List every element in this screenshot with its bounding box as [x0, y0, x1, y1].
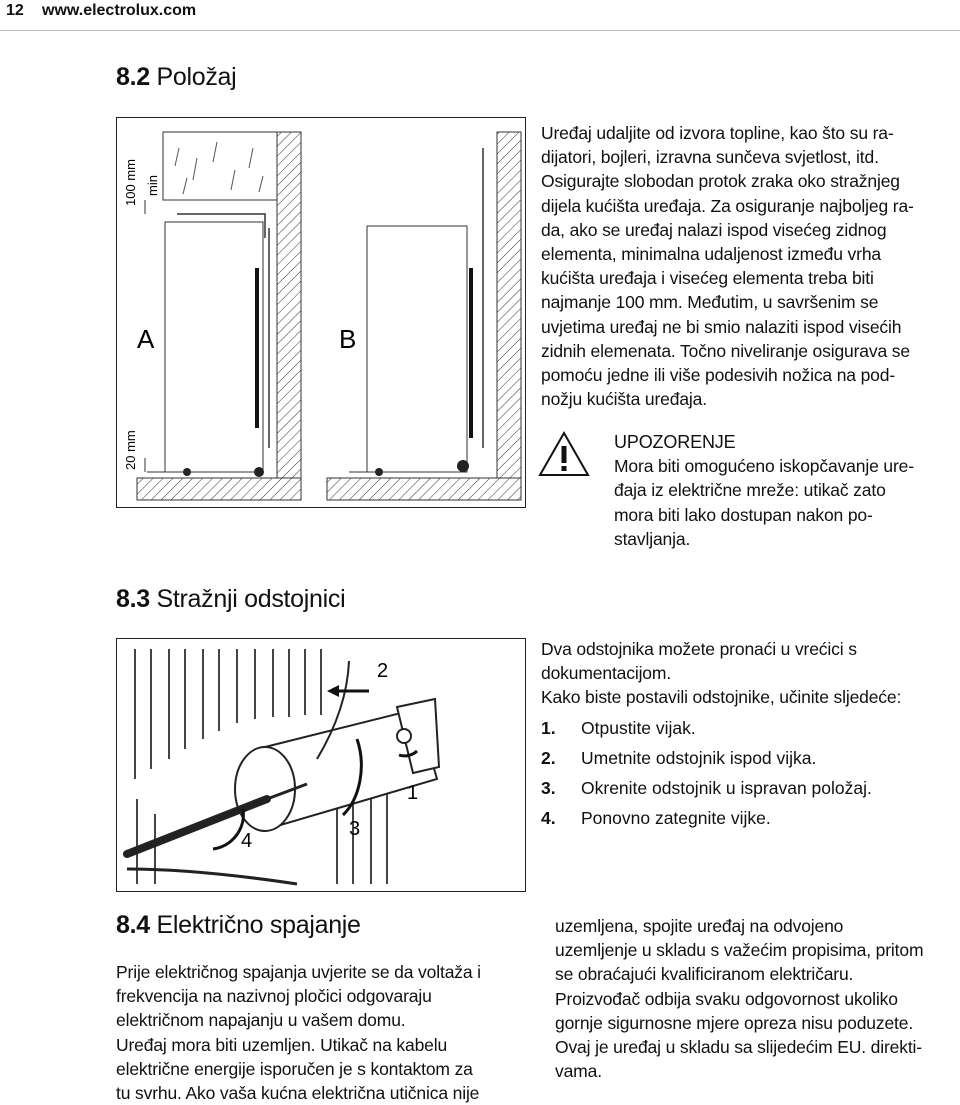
- step-item: [541, 713, 951, 743]
- text-line: dijela kućišta uređaja. Za osiguranje najboljeg ra-: [541, 195, 914, 216]
- warning-line: stavljanja.: [614, 528, 691, 549]
- section-number: 8.2: [116, 63, 150, 91]
- section-8-3-title: [116, 585, 345, 614]
- warning-title: UPOZORENJE: [614, 432, 736, 452]
- step-text: Umetnite odstojnik ispod vijka.: [581, 748, 817, 768]
- callout-1: 1: [407, 782, 419, 804]
- section-title-text: Stražnji odstojnici: [156, 585, 346, 613]
- text-line: dokumentacijom.: [541, 663, 672, 684]
- text-line: uzemljena, spojite uređaj na odvojeno: [555, 916, 844, 936]
- text-line: zidnih elemenata. Točno niveliranje osigurava se: [541, 340, 910, 361]
- text-line: dijatori, bojleri, izravna sunčeva svjetlost, itd.: [541, 147, 879, 168]
- warning-block: [614, 430, 954, 551]
- section-number: 8.4: [116, 911, 150, 939]
- wall-b: [497, 132, 521, 478]
- step-item: [541, 743, 951, 773]
- text-line: gornje sigurnosne mjere opreza nisu poduzete.: [555, 1012, 914, 1033]
- step-number: 3.: [541, 778, 556, 798]
- spacer-steps: [541, 713, 951, 833]
- text-line: Proizvođač odbija svaku odgovornost ukoliko: [555, 988, 898, 1009]
- electrical-col1: [116, 960, 526, 1105]
- placement-diagram: [117, 118, 525, 507]
- text-line: Ovaj je uređaj u skladu sa slijedećim EU. direkti-: [555, 1037, 922, 1058]
- text-line: električnom napajanju u vašem domu.: [116, 1010, 406, 1031]
- text-line: Prije električnog spajanja uvjerite se da voltaža i: [116, 962, 481, 982]
- warning-icon: [538, 430, 590, 478]
- text-line: kućišta uređaja i visećeg elementa treba biti: [541, 268, 874, 289]
- step-item: [541, 773, 951, 803]
- label-a: A: [137, 324, 155, 354]
- warning-line: đaja iz električne mreže: utikač zato: [614, 480, 886, 501]
- step-number: 2.: [541, 748, 556, 768]
- callout-3: 3: [349, 818, 361, 840]
- spacer-figure: [116, 638, 526, 892]
- section-number: 8.3: [116, 585, 150, 613]
- text-line: uvjetima uređaj ne bi smio nalaziti ispod visećih: [541, 316, 902, 337]
- floor-a: [137, 478, 301, 500]
- text-line: pomoću jedne ili više podesivih nožica na pod-: [541, 365, 896, 386]
- fridge-a: [165, 222, 263, 472]
- section-title-text: Električno spajanje: [156, 911, 361, 939]
- text-line: Uređaj udaljite od izvora topline, kao što su ra-: [541, 123, 894, 143]
- step-item: [541, 803, 951, 833]
- wall-a: [277, 132, 301, 478]
- dim-top-min-label: min: [145, 175, 160, 196]
- step-number: 4.: [541, 808, 556, 828]
- warning-line: Mora biti omogućeno iskopčavanje ure-: [614, 456, 914, 477]
- text-line: električne energije isporučen je s kontaktom za: [116, 1058, 473, 1079]
- dim-bottom-label: 20 mm: [123, 430, 138, 470]
- step-text: Ponovno zategnite vijke.: [581, 808, 771, 828]
- warning-line: mora biti lako dostupan nakon po-: [614, 504, 873, 525]
- fridge-b: [367, 226, 467, 472]
- section-8-4-title: [116, 911, 361, 940]
- header-url[interactable]: www.electrolux.com: [42, 2, 197, 19]
- text-line: Osigurajte slobodan protok zraka oko stražnjeg: [541, 171, 900, 192]
- text-line: elementa, minimalna udaljenost između vrha: [541, 244, 881, 265]
- callout-2: 2: [377, 660, 389, 682]
- section-8-2-title: [116, 63, 236, 92]
- step-number: 1.: [541, 718, 556, 738]
- text-line: Kako biste postavili odstojnike, učinite sljedeće:: [541, 687, 902, 708]
- text-line: frekvencija na nazivnoj pločici odgovaraju: [116, 986, 432, 1007]
- text-line: najmanje 100 mm. Međutim, u savršenim se: [541, 292, 879, 313]
- step-text: Otpustite vijak.: [581, 718, 696, 738]
- placement-figure: [116, 117, 526, 508]
- header-rule: [0, 30, 960, 31]
- spacer-diagram: [117, 639, 525, 891]
- electrical-col2: [555, 914, 955, 1083]
- callout-4: 4: [241, 830, 253, 852]
- text-line: tu svrhu. Ako vaša kućna električna utičnica nije: [116, 1083, 480, 1104]
- section-title-text: Položaj: [156, 63, 237, 91]
- label-b: B: [339, 324, 357, 354]
- text-line: uzemljenje u skladu s važećim propisima, pritom: [555, 940, 924, 961]
- text-line: Uređaj mora biti uzemljen. Utikač na kabelu: [116, 1034, 448, 1055]
- floor-b: [327, 478, 521, 500]
- text-line: se obraćajući kvalificiranom električaru.: [555, 964, 854, 985]
- text-line: Dva odstojnika možete pronaći u vrećici s: [541, 639, 857, 659]
- dim-top-label: 100 mm: [123, 159, 138, 206]
- spacer-intro: [541, 637, 951, 710]
- placement-paragraph: [541, 121, 951, 411]
- text-line: nožju kućišta uređaja.: [541, 389, 707, 410]
- page-number: 12: [6, 2, 24, 19]
- step-text: Okrenite odstojnik u ispravan položaj.: [581, 778, 872, 798]
- text-line: vama.: [555, 1061, 602, 1082]
- text-line: da, ako se uređaj nalazi ispod visećeg zidnog: [541, 219, 887, 240]
